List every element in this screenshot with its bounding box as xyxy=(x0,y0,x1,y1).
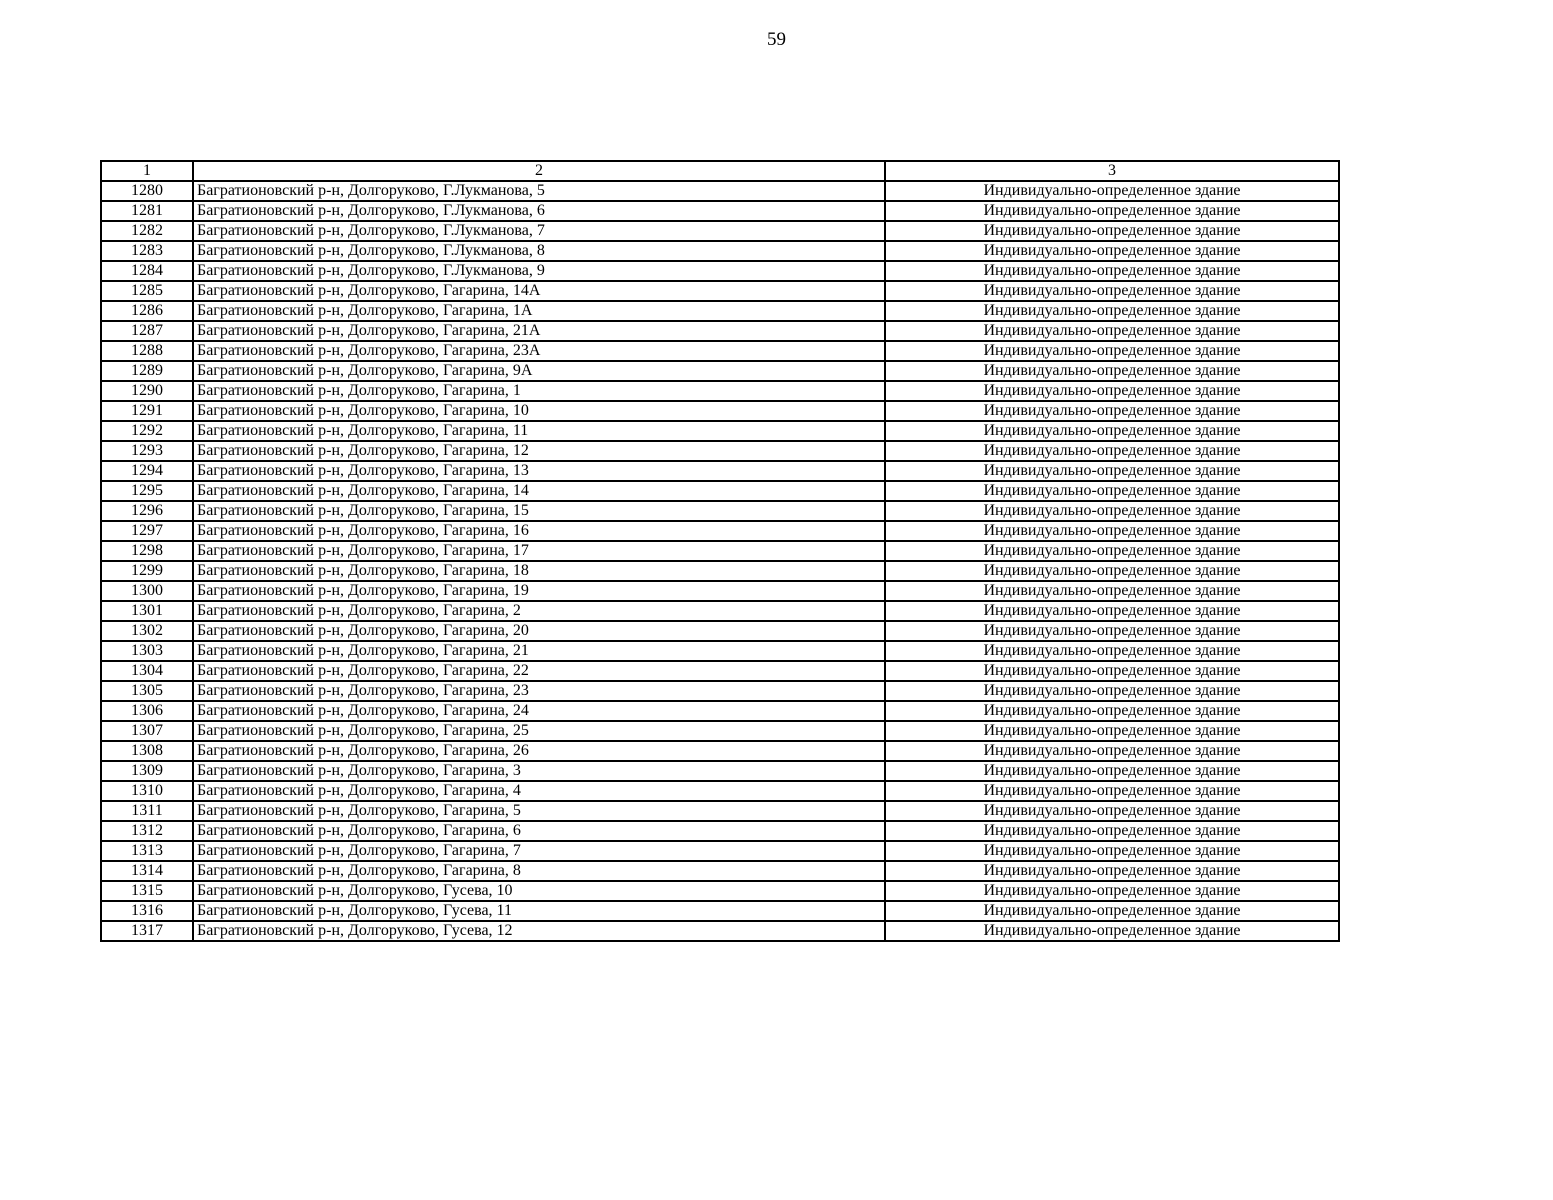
row-number: 1308 xyxy=(101,741,193,761)
row-number: 1314 xyxy=(101,861,193,881)
row-number: 1312 xyxy=(101,821,193,841)
object-type-cell: Индивидуально-определенное здание xyxy=(885,441,1339,461)
object-type-cell: Индивидуально-определенное здание xyxy=(885,401,1339,421)
address-cell: Багратионовский р-н, Долгоруково, Гагарина, 23 xyxy=(193,681,885,701)
page-number: 59 xyxy=(767,29,786,50)
object-type-cell: Индивидуально-определенное здание xyxy=(885,181,1339,201)
object-type-cell: Индивидуально-определенное здание xyxy=(885,521,1339,541)
row-number: 1296 xyxy=(101,501,193,521)
address-cell: Багратионовский р-н, Долгоруково, Гагарина, 21 xyxy=(193,641,885,661)
object-type-cell: Индивидуально-определенное здание xyxy=(885,601,1339,621)
address-cell: Багратионовский р-н, Долгоруково, Гагарина, 17 xyxy=(193,541,885,561)
address-cell: Багратионовский р-н, Долгоруково, Г.Лукманова, 5 xyxy=(193,181,885,201)
row-number: 1293 xyxy=(101,441,193,461)
object-type-cell: Индивидуально-определенное здание xyxy=(885,261,1339,281)
address-cell: Багратионовский р-н, Долгоруково, Г.Лукманова, 7 xyxy=(193,221,885,241)
address-cell: Багратионовский р-н, Долгоруково, Гагарина, 20 xyxy=(193,621,885,641)
address-cell: Багратионовский р-н, Долгоруково, Гагарина, 21А xyxy=(193,321,885,341)
address-cell: Багратионовский р-н, Долгоруково, Гагарина, 23А xyxy=(193,341,885,361)
table-row xyxy=(101,381,1339,401)
table-row xyxy=(101,921,1339,941)
row-number: 1306 xyxy=(101,701,193,721)
table-row xyxy=(101,421,1339,441)
address-cell: Багратионовский р-н, Долгоруково, Гусева, 10 xyxy=(193,881,885,901)
object-type-cell: Индивидуально-определенное здание xyxy=(885,701,1339,721)
row-number: 1304 xyxy=(101,661,193,681)
row-number: 1283 xyxy=(101,241,193,261)
address-cell: Багратионовский р-н, Долгоруково, Гагарина, 1А xyxy=(193,301,885,321)
address-cell: Багратионовский р-н, Долгоруково, Гагарина, 25 xyxy=(193,721,885,741)
object-type-cell: Индивидуально-определенное здание xyxy=(885,361,1339,381)
address-cell: Багратионовский р-н, Долгоруково, Гусева, 12 xyxy=(193,921,885,941)
table-row xyxy=(101,801,1339,821)
object-type-cell: Индивидуально-определенное здание xyxy=(885,301,1339,321)
object-type-cell: Индивидуально-определенное здание xyxy=(885,281,1339,301)
table-row xyxy=(101,281,1339,301)
table-row xyxy=(101,481,1339,501)
row-number: 1315 xyxy=(101,881,193,901)
object-type-cell: Индивидуально-определенное здание xyxy=(885,801,1339,821)
address-cell: Багратионовский р-н, Долгоруково, Гагарина, 5 xyxy=(193,801,885,821)
table-row xyxy=(101,221,1339,241)
table-row xyxy=(101,201,1339,221)
object-type-cell: Индивидуально-определенное здание xyxy=(885,241,1339,261)
row-number: 1313 xyxy=(101,841,193,861)
object-type-cell: Индивидуально-определенное здание xyxy=(885,821,1339,841)
object-type-cell: Индивидуально-определенное здание xyxy=(885,421,1339,441)
address-cell: Багратионовский р-н, Долгоруково, Гагарина, 18 xyxy=(193,561,885,581)
address-cell: Багратионовский р-н, Долгоруково, Гагарина, 22 xyxy=(193,661,885,681)
table-row xyxy=(101,821,1339,841)
table-row xyxy=(101,701,1339,721)
row-number: 1311 xyxy=(101,801,193,821)
address-cell: Багратионовский р-н, Долгоруково, Гагарина, 11 xyxy=(193,421,885,441)
table-row xyxy=(101,361,1339,381)
column-header-2: 2 xyxy=(193,161,885,181)
address-cell: Багратионовский р-н, Долгоруково, Гагарина, 19 xyxy=(193,581,885,601)
object-type-cell: Индивидуально-определенное здание xyxy=(885,381,1339,401)
property-registry-table xyxy=(100,160,1340,942)
row-number: 1282 xyxy=(101,221,193,241)
row-number: 1285 xyxy=(101,281,193,301)
table-row xyxy=(101,641,1339,661)
table-row xyxy=(101,841,1339,861)
address-cell: Багратионовский р-н, Долгоруково, Гагарина, 14А xyxy=(193,281,885,301)
object-type-cell: Индивидуально-определенное здание xyxy=(885,201,1339,221)
table-row xyxy=(101,341,1339,361)
table-row xyxy=(101,541,1339,561)
row-number: 1302 xyxy=(101,621,193,641)
address-cell: Багратионовский р-н, Долгоруково, Гагарина, 26 xyxy=(193,741,885,761)
address-cell: Багратионовский р-н, Долгоруково, Гагарина, 6 xyxy=(193,821,885,841)
table-row xyxy=(101,301,1339,321)
address-cell: Багратионовский р-н, Долгоруково, Гагарина, 3 xyxy=(193,761,885,781)
table-row xyxy=(101,621,1339,641)
table-row xyxy=(101,781,1339,801)
row-number: 1294 xyxy=(101,461,193,481)
table-row xyxy=(101,861,1339,881)
table-row xyxy=(101,561,1339,581)
row-number: 1300 xyxy=(101,581,193,601)
object-type-cell: Индивидуально-определенное здание xyxy=(885,461,1339,481)
address-cell: Багратионовский р-н, Долгоруково, Гагарина, 2 xyxy=(193,601,885,621)
table-row xyxy=(101,261,1339,281)
object-type-cell: Индивидуально-определенное здание xyxy=(885,541,1339,561)
address-cell: Багратионовский р-н, Долгоруково, Гусева, 11 xyxy=(193,901,885,921)
row-number: 1281 xyxy=(101,201,193,221)
row-number: 1297 xyxy=(101,521,193,541)
table-row xyxy=(101,741,1339,761)
object-type-cell: Индивидуально-определенное здание xyxy=(885,781,1339,801)
object-type-cell: Индивидуально-определенное здание xyxy=(885,921,1339,941)
address-cell: Багратионовский р-н, Долгоруково, Гагарина, 10 xyxy=(193,401,885,421)
address-cell: Багратионовский р-н, Долгоруково, Гагарина, 13 xyxy=(193,461,885,481)
table-row xyxy=(101,241,1339,261)
object-type-cell: Индивидуально-определенное здание xyxy=(885,621,1339,641)
object-type-cell: Индивидуально-определенное здание xyxy=(885,901,1339,921)
object-type-cell: Индивидуально-определенное здание xyxy=(885,861,1339,881)
object-type-cell: Индивидуально-определенное здание xyxy=(885,481,1339,501)
address-cell: Багратионовский р-н, Долгоруково, Гагарина, 7 xyxy=(193,841,885,861)
row-number: 1280 xyxy=(101,181,193,201)
row-number: 1290 xyxy=(101,381,193,401)
row-number: 1287 xyxy=(101,321,193,341)
row-number: 1288 xyxy=(101,341,193,361)
address-cell: Багратионовский р-н, Долгоруково, Гагарина, 9А xyxy=(193,361,885,381)
row-number: 1299 xyxy=(101,561,193,581)
table-row xyxy=(101,521,1339,541)
row-number: 1301 xyxy=(101,601,193,621)
object-type-cell: Индивидуально-определенное здание xyxy=(885,321,1339,341)
object-type-cell: Индивидуально-определенное здание xyxy=(885,661,1339,681)
object-type-cell: Индивидуально-определенное здание xyxy=(885,561,1339,581)
row-number: 1316 xyxy=(101,901,193,921)
table-row xyxy=(101,761,1339,781)
table-row xyxy=(101,901,1339,921)
object-type-cell: Индивидуально-определенное здание xyxy=(885,841,1339,861)
address-cell: Багратионовский р-н, Долгоруково, Гагарина, 12 xyxy=(193,441,885,461)
address-cell: Багратионовский р-н, Долгоруково, Гагарина, 14 xyxy=(193,481,885,501)
row-number: 1289 xyxy=(101,361,193,381)
object-type-cell: Индивидуально-определенное здание xyxy=(885,741,1339,761)
table-row xyxy=(101,401,1339,421)
address-cell: Багратионовский р-н, Долгоруково, Гагарина, 1 xyxy=(193,381,885,401)
address-cell: Багратионовский р-н, Долгоруково, Г.Лукманова, 9 xyxy=(193,261,885,281)
table-header-row xyxy=(101,161,1339,181)
table-row xyxy=(101,721,1339,741)
table-row xyxy=(101,501,1339,521)
row-number: 1307 xyxy=(101,721,193,741)
address-cell: Багратионовский р-н, Долгоруково, Г.Лукманова, 8 xyxy=(193,241,885,261)
row-number: 1292 xyxy=(101,421,193,441)
row-number: 1298 xyxy=(101,541,193,561)
address-cell: Багратионовский р-н, Долгоруково, Гагарина, 16 xyxy=(193,521,885,541)
object-type-cell: Индивидуально-определенное здание xyxy=(885,581,1339,601)
object-type-cell: Индивидуально-определенное здание xyxy=(885,681,1339,701)
table-row xyxy=(101,461,1339,481)
address-cell: Багратионовский р-н, Долгоруково, Гагарина, 24 xyxy=(193,701,885,721)
address-cell: Багратионовский р-н, Долгоруково, Гагарина, 15 xyxy=(193,501,885,521)
row-number: 1310 xyxy=(101,781,193,801)
address-cell: Багратионовский р-н, Долгоруково, Гагарина, 4 xyxy=(193,781,885,801)
row-number: 1317 xyxy=(101,921,193,941)
row-number: 1305 xyxy=(101,681,193,701)
table-row xyxy=(101,321,1339,341)
address-cell: Багратионовский р-н, Долгоруково, Гагарина, 8 xyxy=(193,861,885,881)
column-header-1: 1 xyxy=(101,161,193,181)
object-type-cell: Индивидуально-определенное здание xyxy=(885,221,1339,241)
object-type-cell: Индивидуально-определенное здание xyxy=(885,341,1339,361)
table-row xyxy=(101,681,1339,701)
table-body xyxy=(101,161,1339,941)
row-number: 1284 xyxy=(101,261,193,281)
object-type-cell: Индивидуально-определенное здание xyxy=(885,721,1339,741)
object-type-cell: Индивидуально-определенное здание xyxy=(885,761,1339,781)
table-row xyxy=(101,601,1339,621)
object-type-cell: Индивидуально-определенное здание xyxy=(885,881,1339,901)
row-number: 1309 xyxy=(101,761,193,781)
address-cell: Багратионовский р-н, Долгоруково, Г.Лукманова, 6 xyxy=(193,201,885,221)
row-number: 1286 xyxy=(101,301,193,321)
table-row xyxy=(101,581,1339,601)
table-row xyxy=(101,661,1339,681)
column-header-3: 3 xyxy=(885,161,1339,181)
table-row xyxy=(101,881,1339,901)
row-number: 1291 xyxy=(101,401,193,421)
table-row xyxy=(101,181,1339,201)
object-type-cell: Индивидуально-определенное здание xyxy=(885,501,1339,521)
row-number: 1295 xyxy=(101,481,193,501)
table-row xyxy=(101,441,1339,461)
object-type-cell: Индивидуально-определенное здание xyxy=(885,641,1339,661)
row-number: 1303 xyxy=(101,641,193,661)
